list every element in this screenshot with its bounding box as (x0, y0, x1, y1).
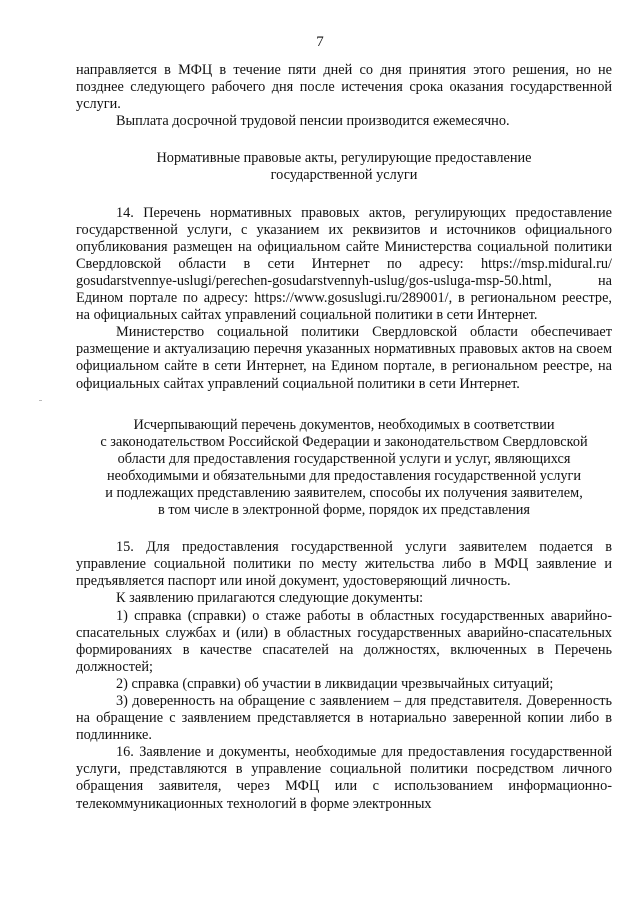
heading-line: в том числе в электронной форме, порядок их представления (158, 502, 530, 519)
paragraph-15: 15. Для предоставления государственной услуги заявителем подается в управление социальной политики по месту жительства либо в МФЦ заявление и предъявляется паспорт или иной документ, удостоверяющий личность. (76, 539, 612, 590)
heading-line: Нормативные правовые акты, регулирующие предоставление (156, 150, 532, 167)
margin-mark (39, 400, 42, 401)
heading-line: государственной услуги (270, 167, 418, 184)
paragraph-attachments: К заявлению прилагаются следующие документы: (116, 590, 424, 607)
document-body (76, 62, 612, 813)
heading-line: и подлежащих представлению заявителем, способы их получения заявителем, (105, 484, 583, 501)
list-item: 1) справка (справки) о стаже работы в областных государственных аварийно-спасательных службах и (или) в областных государственных аварийно-спасательных формированиях в качестве спасателей на должностях, включенных в Перечень должностей; (76, 607, 612, 675)
page-number: 7 (316, 34, 324, 50)
heading-line: Исчерпывающий перечень документов, необходимых в соответствии (133, 416, 555, 433)
list-item: 3) доверенность на обращение с заявлением – для представителя. Доверенность на обращение с заявлением представляется в нотариально заверенной копии либо в подлиннике. (76, 693, 612, 744)
paragraph-16: 16. Заявление и документы, необходимые для предоставления государственной услуги, представляются в управление социальной политики посредством личного обращения заявителя, через МФЦ или с использованием информационно-телекоммуникационных технологий в форме электронных (76, 744, 612, 812)
heading-line: области для предоставления государственной услуги и услуг, являющихся (117, 450, 571, 467)
section-heading-documents (76, 417, 612, 520)
section-heading-normative-acts (76, 150, 612, 184)
paragraph-14: 14. Перечень нормативных правовых актов, регулирующих предоставление государственной услуги, с указанием их реквизитов и источников официального опубликования размещен на официальном сайте Министерства социальной политики Свердловской области в сети Интернет по адресу: https://msp.midural.ru/ gosudarstvennye-uslugi/perechen-gosudarstvennyh-uslug/gos-usluga-msp-50.html, на Едином портале по адресу: https://www.gosuslugi.ru/289001/, в региональном реестре, на официальных сайтах управлений социальной политики в сети Интернет. (76, 204, 612, 324)
list-item: 2) справка (справки) об участии в ликвидации чрезвычайных ситуаций; (116, 675, 554, 692)
heading-line: с законодательством Российской Федерации и законодательством Свердловской (100, 433, 588, 450)
paragraph-ministry: Министерство социальной политики Свердловской области обеспечивает размещение и актуализацию перечня указанных нормативных правовых актов на своем официальном сайте в сети Интернет, на Едином портале, в региональном реестре, на официальных сайтах управлений социальной политики в сети Интернет. (76, 324, 612, 392)
paragraph-payment: Выплата досрочной трудовой пенсии производится ежемесячно. (116, 113, 510, 130)
heading-line: необходимыми и обязательными для предоставления государственной услуги (107, 467, 581, 484)
paragraph-intro: направляется в МФЦ в течение пяти дней со дня принятия этого решения, но не позднее следующего рабочего дня после истечения срока оказания государственной услуги. (76, 62, 612, 113)
